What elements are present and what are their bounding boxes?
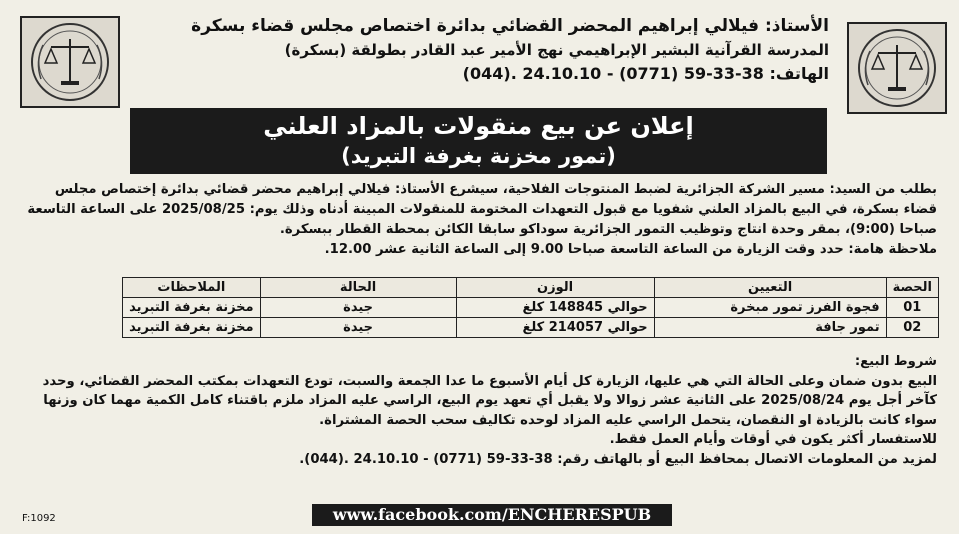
sale-conditions bbox=[22, 352, 937, 469]
conditions-title: شروط البيع: bbox=[854, 354, 937, 369]
intro-line-3: صباحا (9:00)، بمقر وحدة انتاج وتوظيب التمور الجزائرية سوداكو سابقا الكائن بمحطة القطار ببسكرة. bbox=[279, 222, 937, 237]
important-note bbox=[22, 240, 937, 260]
scales-of-justice-icon bbox=[23, 19, 117, 105]
note-label: ملاحظة هامة: bbox=[848, 242, 937, 257]
intro-line-1: بطلب من السيد: مسير الشركة الجزائرية لضبط المنتوجات الفلاحية، سيشرع الأستاذ: فيلالي إبراهيم محضر قضائي بدائرة إختصاص مجلس bbox=[54, 182, 937, 197]
note-text: حدد وقت الزيارة من الساعة التاسعة صباحا 9.00 إلى الساعة الثانية عشر 12.00. bbox=[324, 242, 844, 257]
notice-subtitle: (تمور مخزنة بغرفة التبريد) bbox=[341, 144, 616, 168]
lot-weight: حوالي 148845 كلغ bbox=[456, 298, 654, 318]
table-header-row bbox=[123, 278, 939, 298]
justice-seal-left bbox=[20, 16, 120, 108]
lot-number: 02 bbox=[886, 318, 938, 338]
header-notes: الملاحظات bbox=[123, 278, 260, 298]
table-row bbox=[123, 298, 939, 318]
lot-weight: حوالي 214057 كلغ bbox=[456, 318, 654, 338]
facebook-link[interactable]: www.facebook.com/ENCHERESPUB bbox=[312, 504, 672, 526]
header-designation: التعيين bbox=[654, 278, 886, 298]
lot-notes: مخزنة بغرفة التبريد bbox=[123, 298, 260, 318]
ad-code: F:1092 bbox=[22, 513, 56, 524]
condition-line: سواء كانت بالزيادة او النقصان، يتحمل الراسي عليه المزاد لوحده تكاليف سحب الحصة المشتراة. bbox=[319, 412, 937, 428]
header-condition: الحالة bbox=[260, 278, 456, 298]
header-lot: الحصة bbox=[886, 278, 938, 298]
title-banner bbox=[130, 108, 827, 174]
intro-text bbox=[22, 180, 937, 260]
bailiff-phone: الهاتف: 38-33-59 (0771) - 24.10.10 .(044) bbox=[462, 64, 829, 83]
bailiff-header bbox=[130, 14, 829, 86]
footer bbox=[22, 504, 937, 526]
condition-line: البيع بدون ضمان وعلى الحالة التي هي عليها، الزيارة كل أيام الأسبوع ما عدا الجمعة والسبت، تودع التعهدات بمكتب المحضر القضائي، وحدد bbox=[42, 373, 937, 389]
header-weight: الوزن bbox=[456, 278, 654, 298]
bailiff-name: الأستاذ: فيلالي إبراهيم المحضر القضائي بدائرة اختصاص مجلس قضاء بسكرة bbox=[191, 16, 829, 36]
lot-designation: فجوة الفرز تمور مبخرة bbox=[654, 298, 886, 318]
lot-designation: تمور جافة bbox=[654, 318, 886, 338]
table-row bbox=[123, 318, 939, 338]
lots-table bbox=[122, 277, 939, 338]
condition-line: كآخر أجل يوم 2025/08/24 على الثانية عشر زوالا ولا يقبل أي تعهد يوم البيع، الراسي عليه المزاد ملزم باقتناء كامل الكمية مهما كان وزنها bbox=[43, 393, 937, 408]
condition-line: لمزيد من المعلومات الاتصال بمحافظ البيع أو بالهاتف رقم: 38-33-59 (0771) - 24.10.10 .(044). bbox=[299, 451, 937, 467]
bailiff-address: المدرسة القرآنية البشير الإبراهيمي نهج الأمير عبد القادر بطولقة (بسكرة) bbox=[284, 41, 829, 59]
justice-seal-right bbox=[847, 22, 947, 114]
lot-condition: جيدة bbox=[260, 318, 456, 338]
lot-number: 01 bbox=[886, 298, 938, 318]
notice-title: إعلان عن بيع منقولات بالمزاد العلني bbox=[263, 112, 694, 140]
intro-line-2: قضاء بسكرة، في البيع بالمزاد العلني شفويا مع قبول التعهدات المختومة للمنقولات المبينة أدناه وذلك يوم: 2025/08/25 على الساعة التاسعة bbox=[27, 202, 937, 217]
condition-line: للاستفسار أكثر يكون في أوقات وأيام العمل فقط. bbox=[609, 432, 937, 447]
scales-of-justice-icon bbox=[850, 25, 944, 111]
lot-notes: مخزنة بغرفة التبريد bbox=[123, 318, 260, 338]
lot-condition: جيدة bbox=[260, 298, 456, 318]
